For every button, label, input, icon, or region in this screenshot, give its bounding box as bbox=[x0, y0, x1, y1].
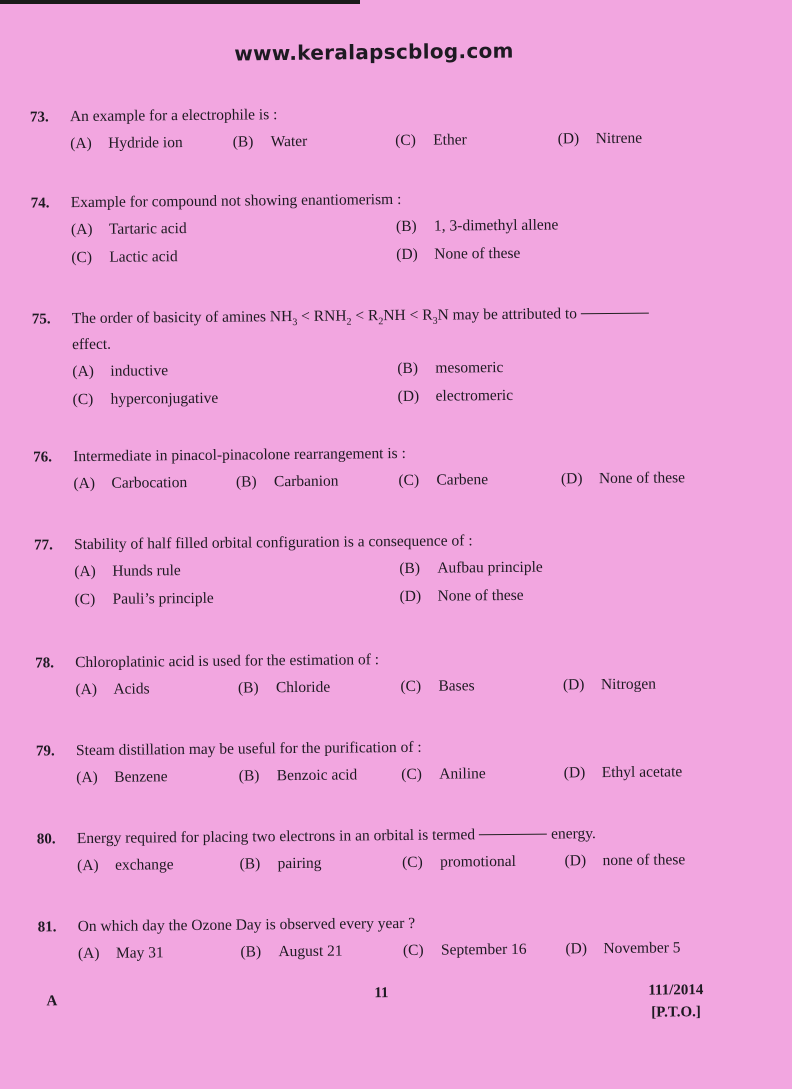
option-d: (D) November 5 bbox=[565, 939, 681, 958]
question-80 bbox=[37, 823, 727, 876]
option-b: (B) August 21 bbox=[240, 942, 343, 961]
question-78 bbox=[35, 647, 725, 700]
question-text: On which day the Ozone Day is observed every year ? bbox=[77, 914, 416, 936]
question-text: Intermediate in pinacol-pinacolone rearrangement is : bbox=[73, 444, 406, 466]
pto-label: [P.T.O.] bbox=[651, 1004, 701, 1021]
option-d: (D) electromeric bbox=[397, 387, 514, 406]
question-text: Chloroplatinic acid is used for the estimation of : bbox=[75, 651, 380, 672]
option-d: (D) None of these bbox=[560, 469, 686, 488]
option-a: (A) Acids bbox=[75, 680, 150, 699]
option-b: (B) Chloride bbox=[237, 678, 331, 697]
option-c: (C) promotional bbox=[402, 852, 516, 871]
option-a: (A) Hunds rule bbox=[74, 562, 181, 581]
question-number: 77. bbox=[33, 537, 53, 554]
question-75 bbox=[32, 303, 723, 410]
option-b: (B) pairing bbox=[239, 854, 322, 873]
question-73 bbox=[30, 101, 720, 154]
option-a: (A) Hydride ion bbox=[70, 134, 183, 153]
answer-blank bbox=[581, 313, 649, 315]
option-a: (A) May 31 bbox=[77, 944, 164, 963]
question-number: 78. bbox=[35, 655, 54, 672]
question-number: 79. bbox=[35, 743, 55, 760]
option-d: (D) Nitrogen bbox=[562, 675, 657, 694]
question-74 bbox=[31, 187, 722, 268]
option-c: (C) Carbene bbox=[398, 471, 489, 490]
option-c: (C) Aniline bbox=[401, 765, 486, 783]
option-c: (C) September 16 bbox=[402, 940, 527, 959]
option-a: (A) Benzene bbox=[76, 768, 168, 787]
question-79 bbox=[36, 735, 726, 788]
option-d: (D) none of these bbox=[564, 851, 686, 870]
option-c: (C) Bases bbox=[400, 677, 475, 696]
option-c: (C) Pauli’s principle bbox=[74, 589, 214, 609]
option-b: (B) 1, 3-dimethyl allene bbox=[395, 216, 559, 236]
option-a: (A) inductive bbox=[72, 362, 169, 381]
option-d: (D) Nitrene bbox=[557, 129, 643, 148]
question-number: 76. bbox=[33, 449, 53, 466]
question-text: Example for compound not showing enantiomerism : bbox=[70, 190, 402, 212]
question-number: 73. bbox=[29, 109, 49, 126]
question-77 bbox=[34, 529, 725, 610]
question-text: Energy required for placing two electrons in an orbital is termed energy. bbox=[76, 825, 596, 848]
option-c: (C) hyperconjugative bbox=[72, 389, 219, 409]
question-76 bbox=[33, 441, 723, 494]
question-number: 81. bbox=[37, 919, 57, 936]
option-d: (D) None of these bbox=[396, 244, 521, 264]
page-number: 11 bbox=[374, 985, 389, 1002]
option-b: (B) Benzoic acid bbox=[238, 766, 358, 785]
option-d: (D) None of these bbox=[399, 586, 524, 606]
option-b: (B) Water bbox=[232, 132, 308, 151]
paper-code bbox=[648, 979, 703, 1024]
option-c: (C) Lactic acid bbox=[71, 248, 178, 267]
question-number: 80. bbox=[36, 831, 56, 848]
series-label: A bbox=[46, 993, 58, 1010]
option-d: (D) Ethyl acetate bbox=[563, 763, 683, 782]
option-b: (B) Carbanion bbox=[235, 472, 339, 491]
option-a: (A) Carbocation bbox=[73, 474, 188, 493]
question-text: Stability of half filled orbital configuration is a consequence of : bbox=[73, 532, 473, 554]
question-text: The order of basicity of amines $NH_3 < RNH_2 < R_2NH < R_3N$ may be attributed to effect. bbox=[72, 303, 722, 355]
code-number: 111/2014 bbox=[648, 982, 704, 999]
question-81 bbox=[38, 911, 728, 964]
answer-blank bbox=[479, 834, 547, 836]
option-b: (B) Aufbau principle bbox=[399, 558, 543, 578]
question-text: Steam distillation may be useful for the purification of : bbox=[75, 738, 422, 760]
website-watermark: www.keralapscblog.com bbox=[234, 38, 514, 66]
question-number: 75. bbox=[31, 311, 51, 328]
option-c: (C) Ether bbox=[395, 131, 467, 150]
question-text: An example for a electrophile is : bbox=[69, 106, 278, 126]
option-a: (A) exchange bbox=[77, 856, 174, 875]
option-a: (A) Tartaric acid bbox=[70, 220, 187, 239]
option-b: (B) mesomeric bbox=[397, 359, 504, 378]
question-number: 74. bbox=[30, 195, 50, 212]
amine-formula: $NH_3 < RNH_2 < R_2NH < R_3N$ bbox=[269, 306, 449, 329]
